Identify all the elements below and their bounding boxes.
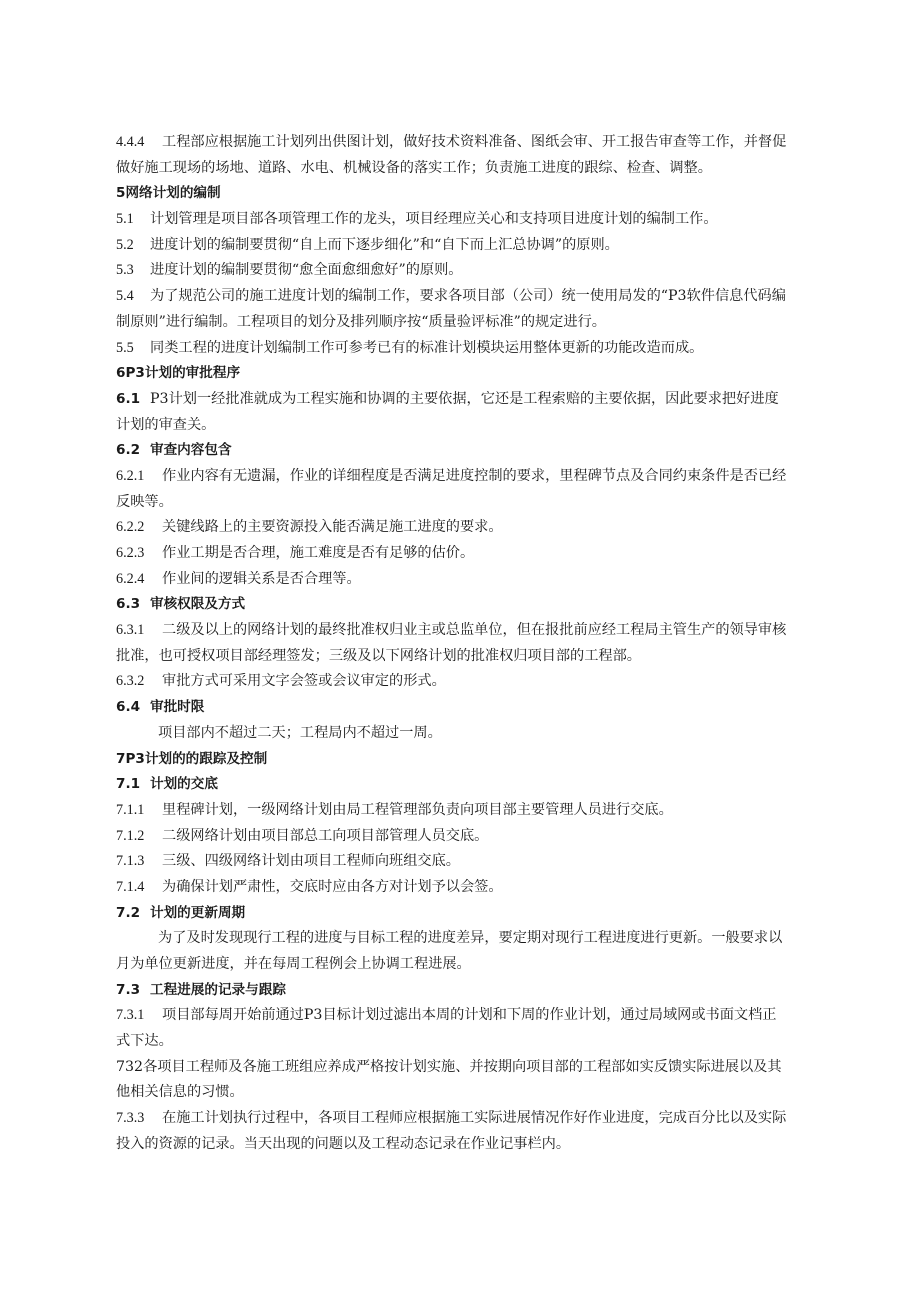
section-number: 7.1.1 xyxy=(116,801,145,818)
section-5-3 xyxy=(116,258,816,284)
section-6-3-1-line-2 xyxy=(116,644,816,670)
section-number: 6.4 xyxy=(116,699,141,716)
paragraph-text: 项目部每周开始前通过P3目标计划过滤出本周的计划和下周的作业计划，通过局域网或书面文档正 xyxy=(162,1007,777,1024)
section-5-5 xyxy=(116,336,816,362)
section-7-3-1-line-2: 式下达。 xyxy=(116,1033,173,1050)
paragraph-text: P3计划一经批准就成为工程实施和协调的主要依据，它还是工程索赔的主要依据，因此要求把好进度 xyxy=(150,390,779,407)
section-number: 6.3.2 xyxy=(116,673,145,690)
section-6-2-1-line-2 xyxy=(116,490,816,516)
heading-6-4 xyxy=(116,695,816,721)
paragraph-text: 三级、四级网络计划由项目工程师向班组交底。 xyxy=(162,853,460,870)
heading-7-3 xyxy=(116,978,816,1004)
section-6-1-line-1 xyxy=(116,387,816,413)
heading-text: 审批时限 xyxy=(150,699,205,716)
paragraph-text: 在施工计划执行过程中，各项目工程师应根据施工实际进展情况作好作业进度，完成百分比以及实际 xyxy=(162,1110,787,1127)
section-6-3-1-line-1 xyxy=(116,618,816,644)
section-7-3-1-line-1 xyxy=(116,1003,816,1029)
paragraph-text: 为了规范公司的施工进度计划的编制工作，要求各项目部（公司）统一使用局发的“P3软件信息代码编 xyxy=(150,288,786,305)
section-number: 6.2.1 xyxy=(116,467,145,484)
heading-5: 5网络计划的编制 xyxy=(116,185,221,202)
section-7-1-1 xyxy=(116,798,816,824)
heading-text: 计划的更新周期 xyxy=(150,904,246,921)
paragraph-text: 二级及以上的网络计划的最终批准权归业主或总监单位，但在报批前应经工程局主管生产的领导审核 xyxy=(162,622,787,639)
paragraph-text: 计划的审查关。 xyxy=(116,416,216,433)
section-6-3-2 xyxy=(116,669,816,695)
section-7-3-2-line-1: 732各项目工程师及各施工班组应养成严格按计划实施、并按期向项目部的工程部如实反馈实际进展以及其 xyxy=(116,1058,782,1075)
section-number: 5.3 xyxy=(116,262,134,279)
paragraph-text: 审批方式可采用文字会签或会议审定的形式。 xyxy=(162,673,446,690)
paragraph-text: 反映等。 xyxy=(116,493,173,510)
section-7-1-3 xyxy=(116,849,816,875)
section-7-3-3-line-1 xyxy=(116,1106,816,1132)
section-number: 6.2.4 xyxy=(116,570,145,587)
paragraph-text: 批准，也可授权项目部经理签发；三级及以下网络计划的批准权归项目部的工程部。 xyxy=(116,647,641,664)
heading-7: 7P3计划的的跟踪及控制 xyxy=(116,750,268,767)
section-7-3-2-line-2: 他相关信息的习惯。 xyxy=(116,1084,244,1101)
section-number: 6.2.2 xyxy=(116,519,145,536)
heading-6-3 xyxy=(116,592,816,618)
section-number: 7.3.1 xyxy=(116,1007,145,1024)
section-number: 4.4.4 xyxy=(116,134,145,150)
section-number: 7.1 xyxy=(116,776,141,793)
heading-text: 审查内容包含 xyxy=(150,442,232,459)
section-6-1-line-2 xyxy=(116,413,816,439)
paragraph-text: 制原则”进行编制。工程项目的划分及排列顺序按“质量验评标准”的规定进行。 xyxy=(116,313,606,330)
heading-text: 审核权限及方式 xyxy=(150,596,246,613)
heading-text: 计划的交底 xyxy=(150,776,218,793)
section-6-2-4 xyxy=(116,567,816,593)
section-number: 7.3 xyxy=(116,981,141,998)
paragraph-text: 工程部应根据施工计划列出供图计划，做好技术资料准备、图纸会审、开工报告审查等工作，并督促 xyxy=(162,134,787,150)
section-5-2 xyxy=(116,233,816,259)
paragraph-text: 作业工期是否合理，施工难度是否有足够的估价。 xyxy=(162,545,475,561)
section-5-4-line-2 xyxy=(116,310,816,336)
paragraph-text: 为确保计划严肃性，交底时应由各方对计划予以会签。 xyxy=(162,878,503,895)
section-7-3-3-line-2: 投入的资源的记录。当天出现的问题以及工程动态记录在作业记事栏内。 xyxy=(116,1135,571,1152)
paragraph-text: 同类工程的进度计划编制工作可参考已有的标准计划模块运用整体更新的功能改造而成。 xyxy=(150,339,704,356)
section-number: 7.3.3 xyxy=(116,1110,145,1127)
section-number: 7.2 xyxy=(116,904,141,921)
section-5-1 xyxy=(116,207,816,233)
paragraph-text: 关键线路上的主要资源投入能否满足施工进度的要求。 xyxy=(162,519,503,536)
section-6-2-2 xyxy=(116,515,816,541)
section-6-4-body: 项目部内不超过二天；工程局内不超过一周。 xyxy=(158,724,442,741)
section-number: 5.2 xyxy=(116,236,134,253)
section-7-2-line-1: 为了及时发现现行工程的进度与目标工程的进度差异，要定期对现行工程进度进行更新。一般要求以 xyxy=(158,930,783,947)
section-6-2-3 xyxy=(116,541,816,567)
paragraph-text: 里程碑计划，一级网络计划由局工程管理部负责向项目部主要管理人员进行交底。 xyxy=(162,801,673,818)
paragraph-text: 进度计划的编制要贯彻“愈全面愈细愈好”的原则。 xyxy=(150,262,463,279)
section-7-1-4 xyxy=(116,875,816,901)
paragraph-text: 二级网络计划由项目部总工向项目部管理人员交底。 xyxy=(162,827,489,844)
section-number: 6.1 xyxy=(116,390,141,407)
section-number: 5.4 xyxy=(116,288,134,305)
heading-6-2 xyxy=(116,438,816,464)
section-6-2-1-line-1 xyxy=(116,464,816,490)
section-7-1-2 xyxy=(116,824,816,850)
section-7-2-line-2: 月为单位更新进度，并在每周工程例会上协调工程进展。 xyxy=(116,956,471,972)
paragraph-text: 作业内容有无遗漏，作业的详细程度是否满足进度控制的要求，里程碑节点及合同约束条件是否已经 xyxy=(162,467,787,484)
section-number: 6.3 xyxy=(116,596,141,613)
section-4-4-4-line-2 xyxy=(116,156,816,182)
document-page xyxy=(116,130,816,1158)
paragraph-text: 做好施工现场的场地、道路、水电、机械设备的落实工作；负责施工进度的跟综、检查、调整。 xyxy=(116,159,712,176)
section-number: 7.1.2 xyxy=(116,827,145,844)
heading-6: 6P3计划的审批程序 xyxy=(116,365,241,382)
heading-7-1 xyxy=(116,772,816,798)
heading-text: 工程进展的记录与跟踪 xyxy=(150,981,286,998)
section-number: 6.2.3 xyxy=(116,545,145,561)
heading-7-2 xyxy=(116,901,816,927)
section-number: 6.2 xyxy=(116,442,141,459)
paragraph-text: 作业间的逻辑关系是否合理等。 xyxy=(162,570,361,587)
section-4-4-4-line-1 xyxy=(116,130,816,156)
section-number: 5.1 xyxy=(116,211,134,228)
section-5-4-line-1 xyxy=(116,284,816,310)
section-number: 7.1.4 xyxy=(116,878,145,895)
paragraph-text: 计划管理是项目部各项管理工作的龙头，项目经理应关心和支持项目进度计划的编制工作。 xyxy=(150,211,718,228)
section-number: 6.3.1 xyxy=(116,622,145,639)
section-number: 5.5 xyxy=(116,339,134,356)
section-number: 7.1.3 xyxy=(116,853,145,870)
paragraph-text: 进度计划的编制要贯彻“自上而下逐步细化”和“自下而上汇总协调”的原则。 xyxy=(150,236,619,253)
